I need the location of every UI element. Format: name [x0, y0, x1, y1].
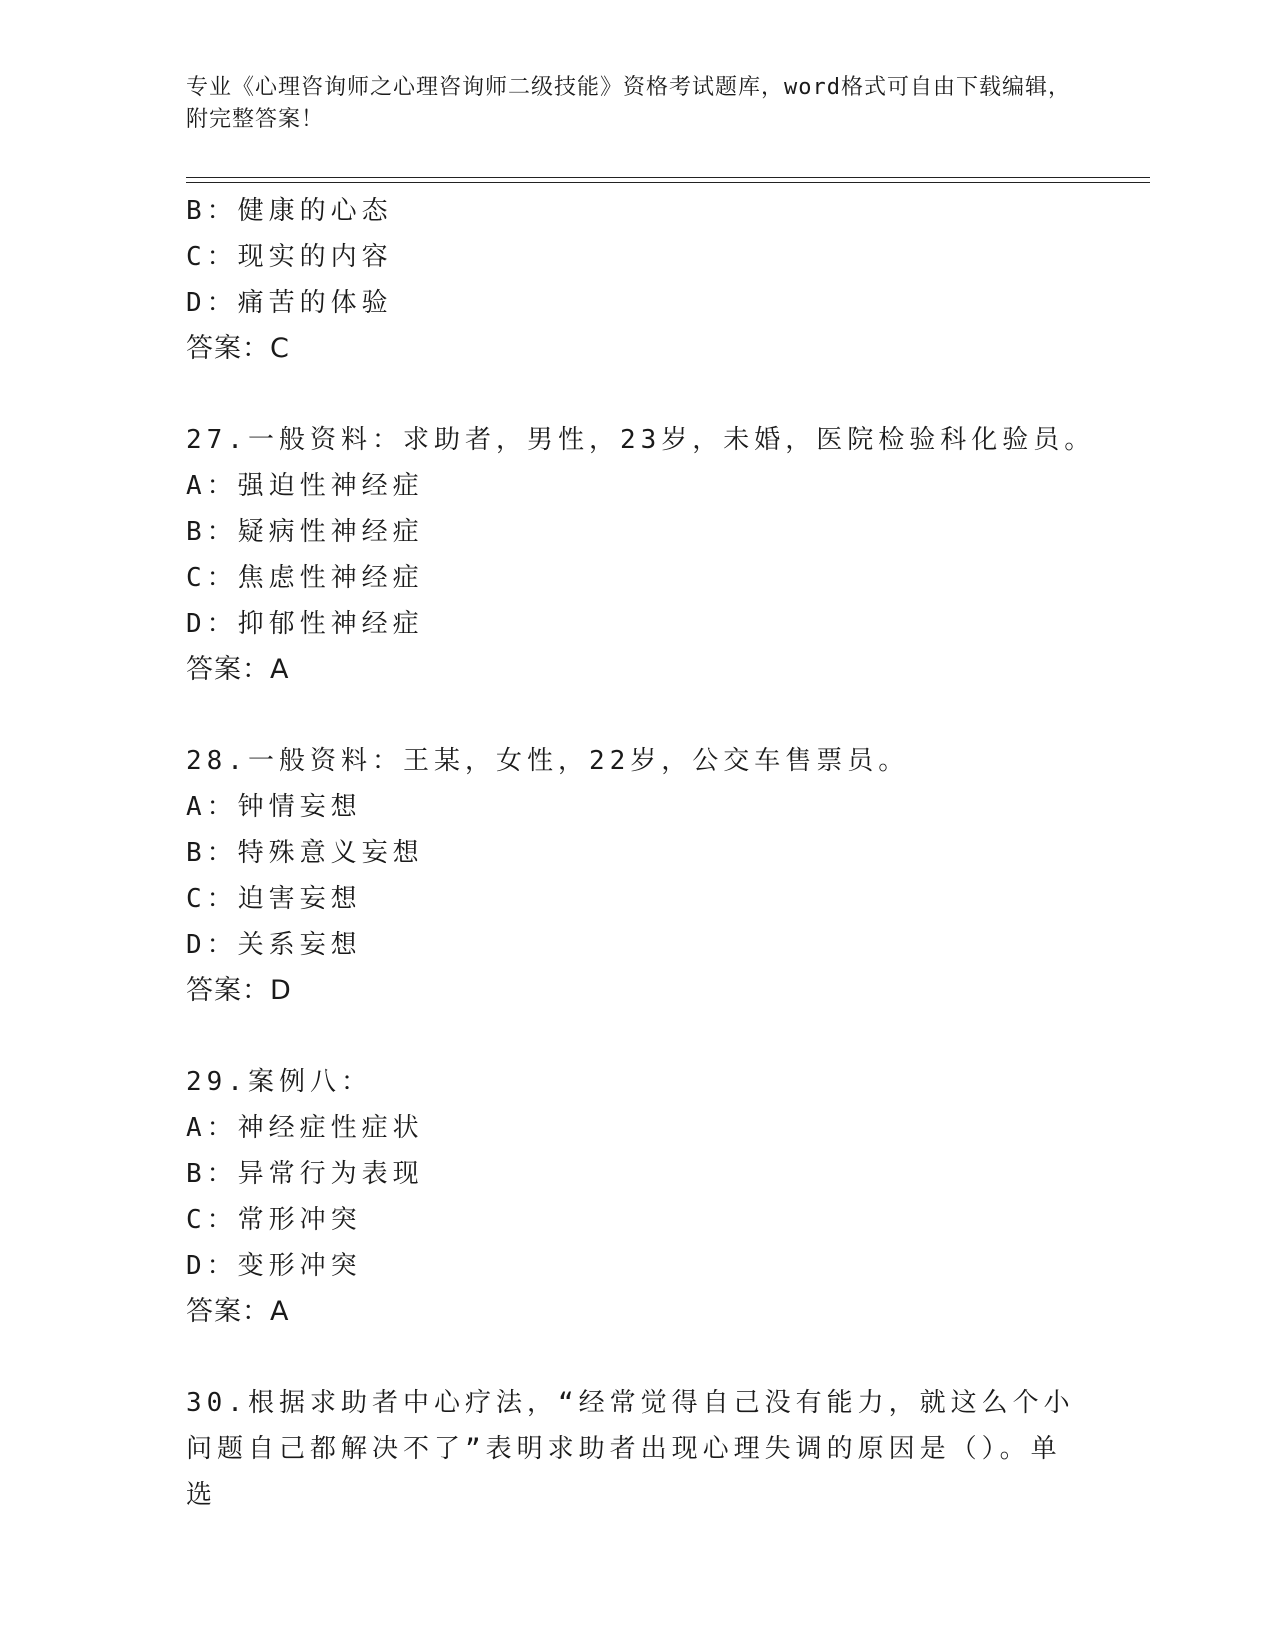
option-a: A：神经症性症状 [186, 1113, 424, 1143]
option-d: D：抑郁性神经症 [186, 609, 424, 639]
option-d: D：关系妄想 [186, 930, 362, 960]
option-b: B：健康的心态 [186, 196, 393, 226]
question-stem: 30.根据求助者中心疗法，“经常觉得自己没有能力，就这么个小问题自己都解决不了”表明求助者出现心理失调的原因是（）。单选 [186, 1388, 1075, 1510]
option-c: C：常形冲突 [186, 1205, 362, 1235]
header-divider [186, 177, 1150, 183]
question-stem: 27.一般资料：求助者，男性，23岁，未婚，医院检验科化验员。 [186, 425, 1096, 455]
answer-line: 答案：D [186, 975, 292, 1006]
answer-line: 答案：A [186, 1296, 290, 1327]
question-28 [186, 738, 1146, 1014]
question-stem: 28.一般资料：王某，女性，22岁，公交车售票员。 [186, 746, 910, 776]
option-b: B：疑病性神经症 [186, 517, 424, 547]
option-c: C：焦虑性神经症 [186, 563, 424, 593]
question-stem: 29.案例八： [186, 1067, 372, 1097]
option-b: B：特殊意义妄想 [186, 838, 424, 868]
option-b: B：异常行为表现 [186, 1159, 424, 1189]
previous-question-tail [186, 188, 1146, 372]
option-a: A：强迫性神经症 [186, 471, 424, 501]
document-header: 专业《心理咨询师之心理咨询师二级技能》资格考试题库，word格式可自由下载编辑，附完整答案！ [186, 75, 1071, 132]
question-content [186, 188, 1146, 1518]
option-c: C：迫害妄想 [186, 884, 362, 914]
option-a: A：钟情妄想 [186, 792, 362, 822]
option-c: C：现实的内容 [186, 242, 393, 272]
option-d: D：痛苦的体验 [186, 288, 393, 318]
option-d: D：变形冲突 [186, 1251, 362, 1281]
question-27 [186, 417, 1146, 693]
answer-line: 答案：C [186, 333, 290, 364]
answer-line: 答案：A [186, 654, 290, 685]
question-30 [186, 1380, 1146, 1518]
question-29 [186, 1059, 1146, 1335]
